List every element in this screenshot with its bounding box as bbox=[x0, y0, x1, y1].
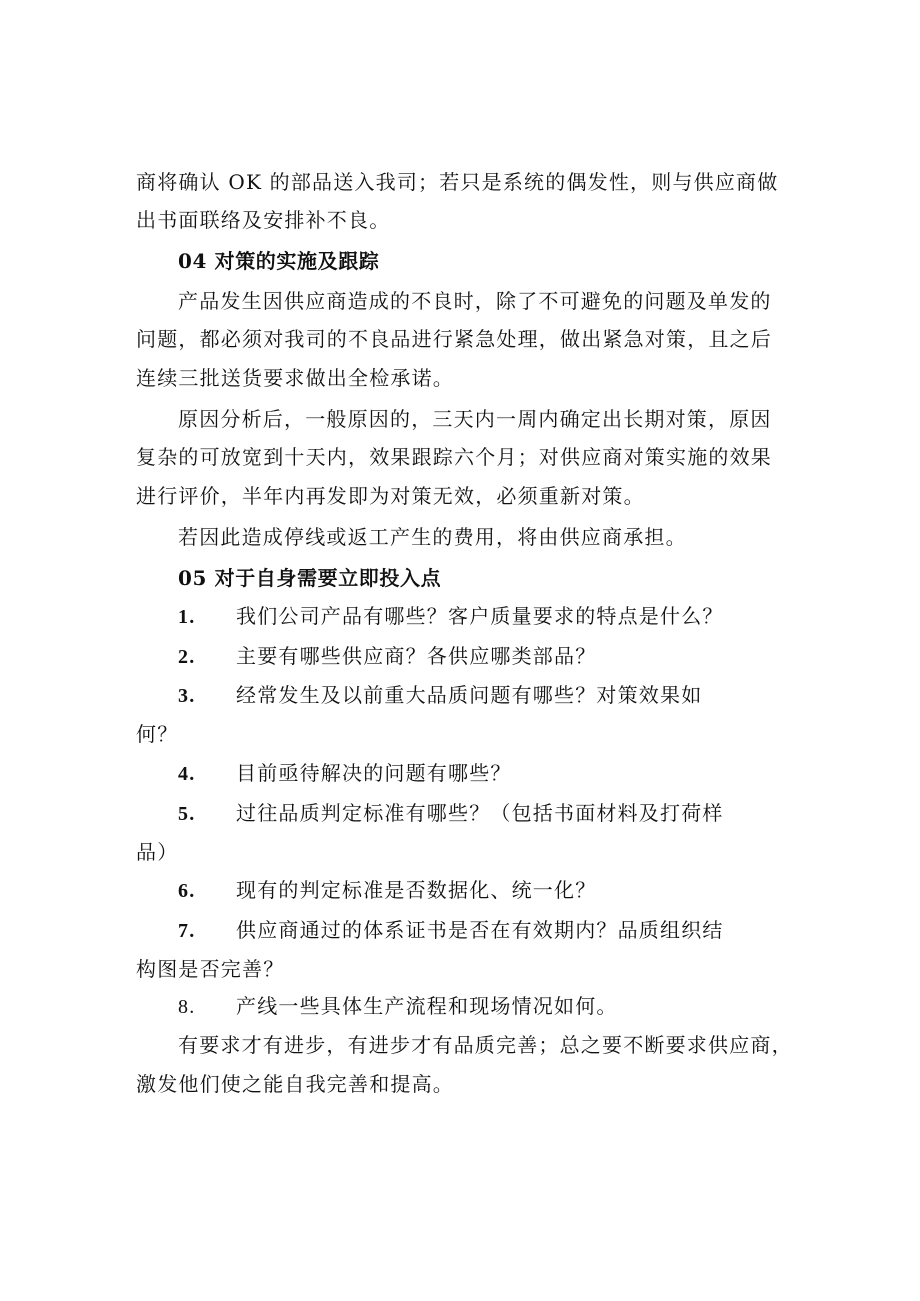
paragraph-line: 连续三批送货要求做出全检承诺。 bbox=[136, 366, 454, 390]
list-item bbox=[178, 914, 838, 947]
paragraph-line: 有要求才有进步，有进步才有品质完善；总之要不断要求供应商， bbox=[178, 1033, 793, 1057]
paragraph-line: 进行评价，半年内再发即为对策无效，必须重新对策。 bbox=[136, 484, 645, 508]
paragraph-line: 出书面联络及安排补不良。 bbox=[136, 208, 391, 232]
list-item bbox=[178, 757, 838, 790]
paragraph-line: 原因分析后，一般原因的，三天内一周内确定出长期对策，原因 bbox=[178, 407, 772, 431]
list-item bbox=[178, 679, 838, 712]
list-item-text: 经常发生及以前重大品质问题有哪些？对策效果如 bbox=[236, 683, 703, 707]
list-item-number: 8. bbox=[178, 996, 196, 1018]
list-item-text: 产线一些具体生产流程和现场情况如何。 bbox=[236, 994, 618, 1018]
paragraph-line: 商将确认 OK 的部品送入我司；若只是系统的偶发性，则与供应商做 bbox=[136, 170, 779, 194]
list-item-text: 供应商通过的体系证书是否在有效期内？品质组织结 bbox=[236, 918, 724, 942]
section-heading-05: 05 对于自身需要立即投入点 bbox=[178, 566, 442, 590]
list-item-number: 1. bbox=[178, 606, 196, 628]
list-item-text: 主要有哪些供应商？各供应哪类部品？ bbox=[236, 644, 597, 668]
list-item-number: 3. bbox=[178, 685, 196, 707]
paragraph-line: 复杂的可放宽到十天内，效果跟踪六个月；对供应商对策实施的效果 bbox=[136, 445, 772, 469]
list-item-text: 目前亟待解决的问题有哪些？ bbox=[236, 761, 512, 785]
list-item bbox=[178, 600, 838, 633]
list-item-number: 5. bbox=[178, 803, 196, 825]
list-item-continuation: 何？ bbox=[136, 722, 179, 746]
paragraph-line: 若因此造成停线或返工产生的费用，将由供应商承担。 bbox=[178, 525, 687, 549]
list-item-number: 6. bbox=[178, 880, 196, 902]
list-item-number: 4. bbox=[178, 763, 196, 785]
list-item-number: 2. bbox=[178, 646, 196, 668]
paragraph-line: 激发他们使之能自我完善和提高。 bbox=[136, 1072, 454, 1096]
list-item bbox=[178, 797, 838, 830]
section-heading-04: 04 对策的实施及跟踪 bbox=[178, 249, 380, 273]
list-item bbox=[178, 990, 838, 1023]
list-item bbox=[178, 640, 838, 673]
list-item bbox=[178, 874, 838, 907]
paragraph-line: 问题，都必须对我司的不良品进行紧急处理，做出紧急对策，且之后 bbox=[136, 327, 772, 351]
list-item-continuation: 品） bbox=[136, 840, 179, 864]
list-item-number: 7. bbox=[178, 920, 196, 942]
list-item-text: 我们公司产品有哪些？客户质量要求的特点是什么？ bbox=[236, 604, 724, 628]
list-item-text: 过往品质判定标准有哪些？（包括书面材料及打荷样 bbox=[236, 801, 724, 825]
paragraph-line: 产品发生因供应商造成的不良时，除了不可避免的问题及单发的 bbox=[178, 289, 772, 313]
list-item-text: 现有的判定标准是否数据化、统一化？ bbox=[236, 878, 597, 902]
list-item-continuation: 构图是否完善？ bbox=[136, 957, 285, 981]
